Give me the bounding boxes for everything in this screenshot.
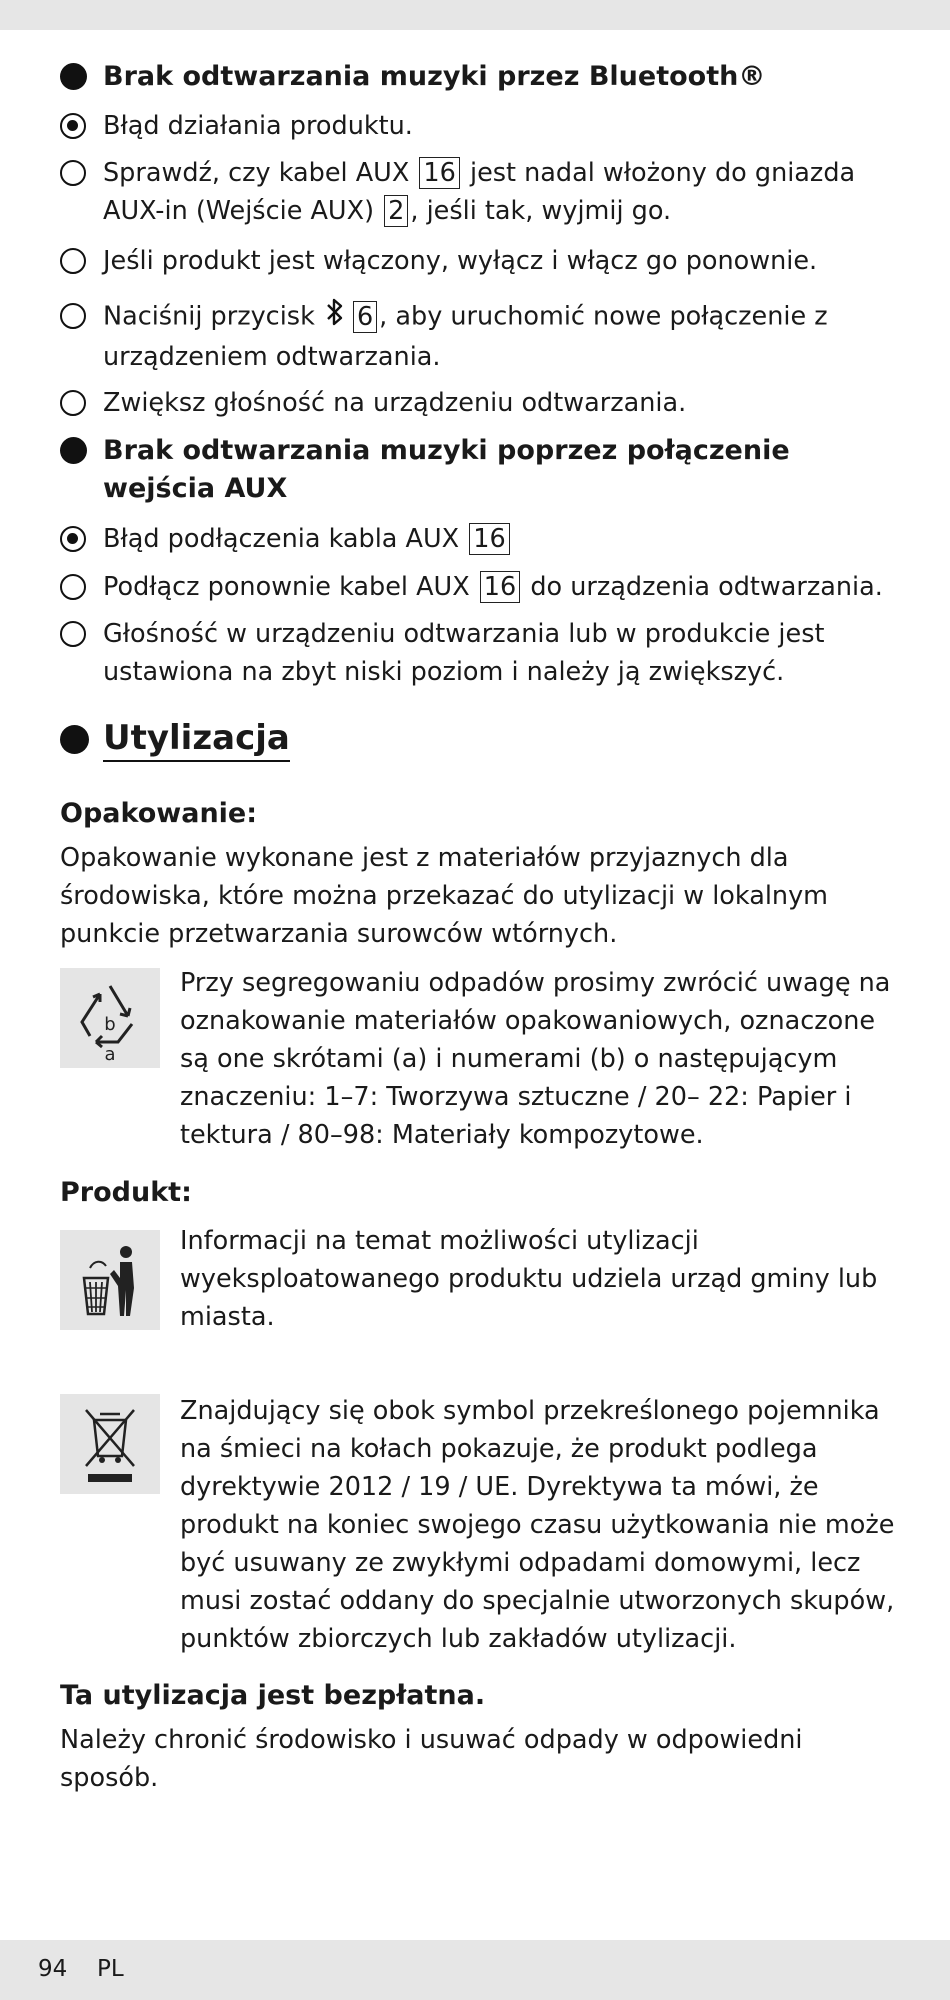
aux-step1-text-a: Podłącz ponownie kabel AUX — [103, 572, 478, 602]
aux-step1-text-b: do urządzenia odtwarzania. — [522, 572, 883, 602]
packaging-text: Opakowanie wykonane jest z materiałów przyjaznych dla środowiska, które można przekazać do utylizacji w lokalnym punkcie przetwarzania surowców wtórnych. — [60, 843, 829, 949]
free-text: Należy chronić środowisko i usuwać odpady w odpowiedni sposób. — [60, 1725, 803, 1793]
bt-step3-text-a: Naciśnij przycisk — [103, 301, 323, 332]
language-code: PL — [97, 1956, 124, 1982]
step-bullet — [60, 160, 86, 186]
product-heading: Produkt: — [60, 1177, 192, 1208]
page-number: 94 — [38, 1956, 68, 1982]
bt-step1-text-c: , jeśli tak, wyjmij go. — [410, 196, 672, 226]
step-bullet — [60, 303, 86, 329]
section-title — [103, 716, 290, 760]
step-bullet — [60, 390, 86, 416]
free-heading: Ta utylizacja jest bezpłatna. — [60, 1680, 486, 1711]
cause-bullet — [60, 526, 86, 552]
bt-step1-text-a: Sprawdź, czy kabel AUX — [103, 158, 418, 188]
recycle-icon — [60, 968, 160, 1068]
recycle-text: Przy segregowaniu odpadów prosimy zwrócić uwagę na oznakowanie materiałów opakowaniowych, oznaczone są one skrótami (a) i numerami (b) o następującym znaczeniu: 1–7: Tworzywa sztuczne / 20– 22: Papier i tektura / 80–98: Materiały kompozytowe. — [180, 968, 891, 1150]
aux-cause — [103, 520, 923, 558]
heading-bullet — [60, 437, 87, 464]
aux-step1 — [103, 568, 923, 606]
weee-text: Znajdujący się obok symbol przekreślonego pojemnika na śmieci na kołach pokazuje, że produkt podlega dyrektywie 2012 / 19 / UE. Dyrektywa ta mówi, że produkt na koniec swojego czasu użytkowania nie może być usuwany ze zwykłymi odpadami domowymi, lecz musi zostać oddany do specjalnie utworzonych skupów, punktów zbiorczych lub zakładów utylizacji. — [180, 1396, 895, 1654]
packaging-heading: Opakowanie: — [60, 798, 258, 829]
section-title-text: Utylizacja — [103, 718, 290, 762]
bt-heading: Brak odtwarzania muzyki przez Bluetooth® — [103, 61, 766, 92]
bt-step1 — [103, 154, 923, 230]
step-bullet — [60, 248, 86, 274]
bt-step3-text-b: , aby uruchomić nowe połączenie z urządzeniem odtwarzania. — [103, 301, 828, 372]
section-bullet — [60, 725, 89, 754]
ref-box-16: 16 — [480, 571, 520, 603]
bt-step1-text-b: jest nadal włożony do gniazda AUX-in (Wejście AUX) — [103, 158, 856, 226]
heading-bullet — [60, 63, 87, 90]
top-band — [0, 0, 950, 30]
product-text: Informacji na temat możliwości utylizacji wyeksploatowanego produktu udziela urząd gminy lub miasta. — [180, 1226, 878, 1332]
step-bullet — [60, 574, 86, 600]
bluetooth-icon — [325, 297, 345, 338]
crossed-bin-icon — [60, 1394, 160, 1494]
ref-box-6: 6 — [353, 301, 377, 333]
aux-heading: Brak odtwarzania muzyki poprzez połączenie wejścia AUX — [103, 435, 790, 504]
bt-step4: Zwiększ głośność na urządzeniu odtwarzania. — [103, 388, 687, 418]
recycle-icon-label-b: b — [104, 1014, 116, 1035]
aux-cause-text: Błąd podłączenia kabla AUX — [103, 524, 468, 554]
ref-box-16: 16 — [419, 157, 459, 189]
aux-step2: Głośność w urządzeniu odtwarzania lub w produkcie jest ustawiona na zbyt niski poziom i należy ją zwiększyć. — [103, 619, 825, 687]
ref-box-16: 16 — [469, 523, 509, 555]
recycle-icon-label-a: a — [104, 1044, 116, 1065]
trash-person-icon — [60, 1230, 160, 1330]
bt-cause: Błąd działania produktu. — [103, 111, 413, 141]
page-footer — [0, 1940, 950, 2000]
ref-box-2: 2 — [384, 195, 408, 227]
bt-step3 — [103, 297, 923, 376]
step-bullet — [60, 621, 86, 647]
cause-bullet — [60, 113, 86, 139]
bt-step2: Jeśli produkt jest włączony, wyłącz i włącz go ponownie. — [103, 246, 818, 276]
